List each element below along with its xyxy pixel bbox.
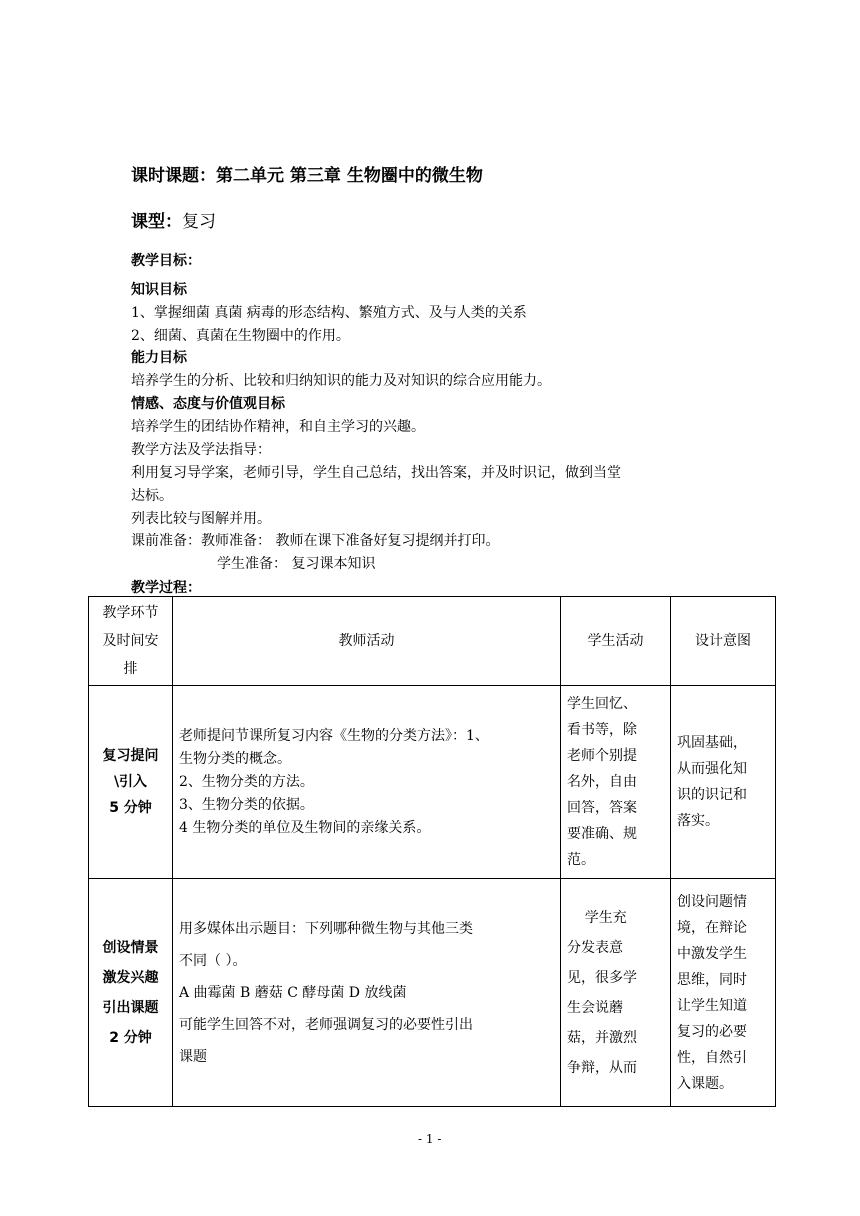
prep-teacher: 课前准备：教师准备： 教师在课下准备好复习提纲并打印。 — [131, 533, 500, 549]
lesson-title-text: 第二单元 第三章 生物圈中的微生物 — [216, 166, 483, 186]
emotion-heading: 情感、态度与价值观目标 — [131, 396, 285, 412]
header-teacher: 教师活动 — [173, 597, 561, 686]
intent-cell: 创设问题情 境，在辩论 中激发学生 思维，同时 让学生知道 复习的必要 性，自然引 入课题。 — [671, 879, 776, 1107]
page-number: - 1 - — [418, 1132, 442, 1146]
lesson-title-label: 课时课题： — [131, 166, 216, 186]
table-row — [89, 879, 776, 1107]
objectives-heading: 教学目标： — [131, 253, 201, 269]
stage-cell: 创设情景 激发兴趣 引出课题 2 分钟 — [89, 879, 173, 1107]
lesson-type-label: 课型： — [131, 212, 182, 232]
teacher-cell: 用多媒体出示题目：下列哪种微生物与其他三类 不同（ ）。 A 曲霉菌 B 蘑菇 C 酵母菌 D 放线菌 可能学生回答不对，老师强调复习的必要性引出 课题 — [173, 879, 561, 1107]
emotion-line-1: 培养学生的团结协作精神，和自主学习的兴趣。 — [131, 419, 425, 435]
method-line-1: 利用复习导学案，老师引导，学生自己总结，找出答案，并及时识记，做到当堂 — [131, 465, 621, 481]
lesson-type — [131, 207, 216, 232]
knowledge-line-2: 2、细菌、真菌在生物圈中的作用。 — [131, 328, 350, 344]
stage-cell: 复习提问 \引入 5 分钟 — [89, 686, 173, 879]
process-heading: 教学过程： — [131, 580, 201, 596]
student-cell: 学生回忆、 看书等，除 老师个别提 名外，自由 回答，答案 要准确、规 范。 — [561, 686, 671, 879]
header-intent: 设计意图 — [671, 597, 776, 686]
method-heading: 教学方法及学法指导： — [131, 442, 271, 458]
lesson-title — [131, 161, 483, 186]
knowledge-heading: 知识目标 — [131, 282, 187, 298]
table-header-row — [89, 597, 776, 686]
knowledge-line-1: 1、掌握细菌 真菌 病毒的形态结构、繁殖方式、及与人类的关系 — [131, 305, 527, 321]
header-stage: 教学环节 及时间安 排 — [89, 597, 173, 686]
teacher-cell: 老师提问节课所复习内容《生物的分类方法》：1、 生物分类的概念。 2、生物分类的方法。 3、生物分类的依据。 4 生物分类的单位及生物间的亲缘关系。 — [173, 686, 561, 879]
student-cell: 学生充 分发表意 见，很多学 生会说蘑 菇，并激烈 争辩，从而 — [561, 879, 671, 1107]
lesson-type-text: 复习 — [182, 212, 216, 232]
method-line-3: 列表比较与图解并用。 — [131, 511, 271, 527]
table-row — [89, 686, 776, 879]
header-student: 学生活动 — [561, 597, 671, 686]
ability-line-1: 培养学生的分析、比较和归纳知识的能力及对知识的综合应用能力。 — [131, 373, 551, 389]
process-table — [88, 596, 776, 1107]
method-line-2: 达标。 — [131, 488, 173, 504]
intent-cell: 巩固基础， 从而强化知 识的识记和 落实。 — [671, 686, 776, 879]
prep-student: 学生准备： 复习课本知识 — [217, 556, 376, 572]
ability-heading: 能力目标 — [131, 350, 187, 366]
